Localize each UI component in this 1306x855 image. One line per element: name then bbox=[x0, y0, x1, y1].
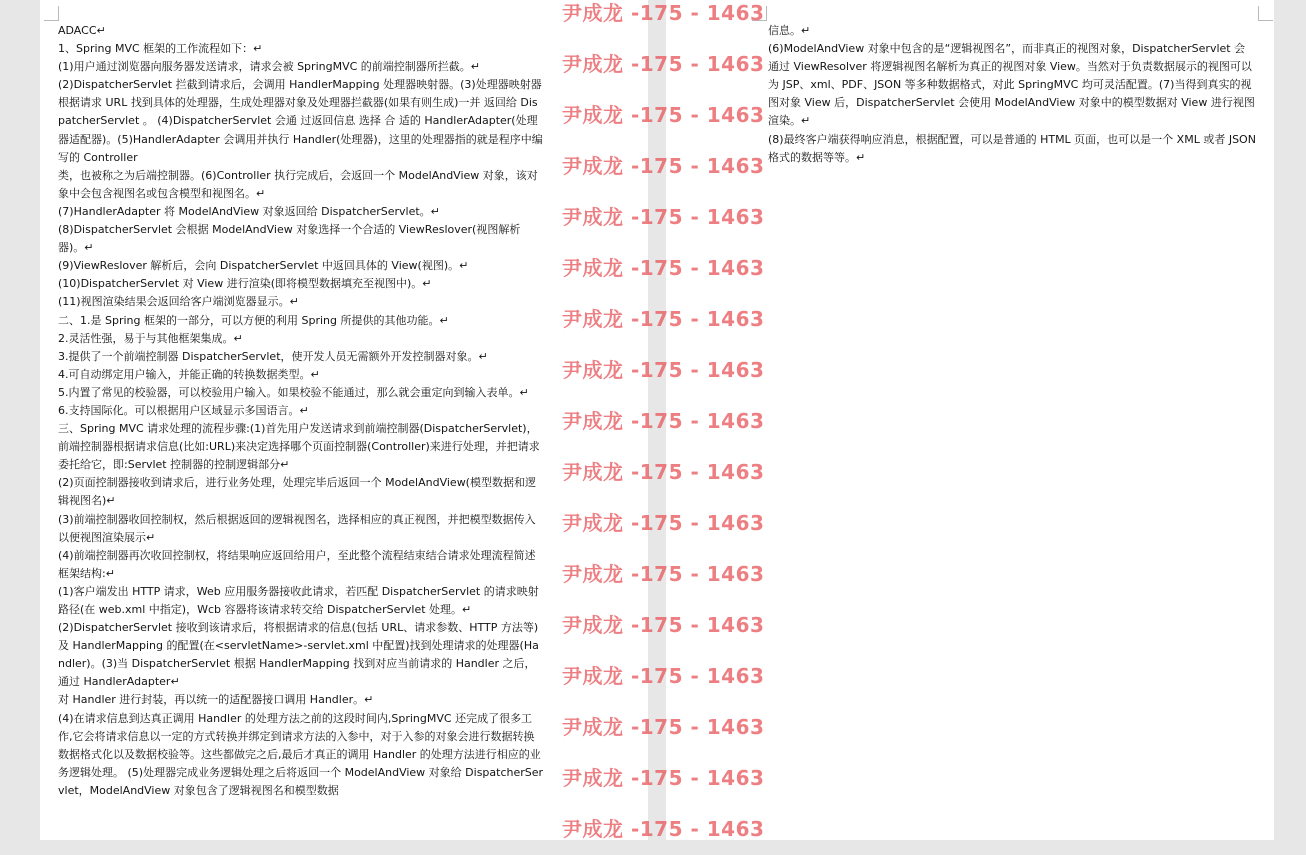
paragraph: 6.支持国际化。可以根据用户区域显示多国语言。↵ bbox=[58, 403, 309, 417]
document-page-left[interactable] bbox=[40, 0, 648, 840]
paragraph: (11)视图渲染结果会返回给客户端浏览器显示。↵ bbox=[58, 295, 299, 309]
paragraph: (2)DispatcherServlet 接收到该请求后，将根据请求的信息(包括 URL、请求参数、HTTP 方法等)及 HandlerMapping 的配置(在<servletName>-servlet.xml 中配置)找到处理请求的处理器(Handler)。(3)当 DispatcherServlet 根据 HandlerMapping 找到对应当前请求的 Handler 之后，通过 HandlerAdapter↵ bbox=[58, 621, 539, 689]
corner-mark-icon bbox=[752, 6, 767, 21]
page-text-right[interactable] bbox=[768, 22, 1256, 167]
watermark-text: 尹成龙 -175 - 1463 bbox=[562, 715, 765, 739]
watermark-text: 尹成龙 -175 - 1463 bbox=[562, 460, 765, 484]
page-text-left[interactable] bbox=[58, 22, 544, 800]
watermark-text: 尹成龙 -175 - 1463 bbox=[562, 52, 765, 76]
paragraph: 2.灵活性强，易于与其他框架集成。↵ bbox=[58, 331, 243, 345]
paragraph: (1)用户通过浏览器向服务器发送请求，请求会被 SpringMVC 的前端控制器所拦截。↵ bbox=[58, 60, 480, 74]
paragraph: 类，也被称之为后端控制器。(6)Controller 执行完成后，会返回一个 ModelAndView 对象，该对象中会包含视图名或包含模型和视图名。↵ bbox=[58, 168, 538, 200]
paragraph: (4)在请求信息到达真正调用 Handler 的处理方法之前的这段时间内,SpringMVC 还完成了很多工作,它会将请求信息以一定的方式转换并绑定到请求方法的入参中，对于入参的对象会进行数据转换 数据格式化以及数据校验等。这些都做完之后,最后才真正的调用 Handler 的处理方法进行相应的业务逻辑处理。 (5)处理器完成业务逻辑处理之后将返回一个 ModelAndView 对象给 DispatcherServlet，ModelAndView 对象包含了逻辑视图名和模型数据 bbox=[58, 711, 544, 797]
watermark-text: 尹成龙 -175 - 1463 bbox=[562, 256, 765, 280]
paragraph: 二、1.是 Spring 框架的一部分，可以方便的利用 Spring 所提供的其他功能。↵ bbox=[58, 313, 449, 327]
watermark-text: 尹成龙 -175 - 1463 bbox=[562, 358, 765, 382]
document-page-right[interactable] bbox=[666, 0, 1274, 840]
watermark-text: 尹成龙 -175 - 1463 bbox=[562, 817, 765, 841]
corner-mark-icon bbox=[1258, 6, 1273, 21]
paragraph: (4)前端控制器再次收回控制权，将结果响应返回给用户，至此整个流程结束结合请求处理流程简述框架结构:↵ bbox=[58, 548, 536, 580]
paragraph: (3)前端控制器收回控制权，然后根据返回的逻辑视图名，选择相应的真正视图，并把模型数据传入以便视图渲染展示↵ bbox=[58, 512, 536, 544]
watermark-text: 尹成龙 -175 - 1463 bbox=[562, 1, 765, 25]
paragraph: (2)页面控制器接收到请求后，进行业务处理，处理完毕后返回一个 ModelAndView(模型数据和逻辑视图名)↵ bbox=[58, 476, 536, 508]
watermark-text: 尹成龙 -175 - 1463 bbox=[562, 409, 765, 433]
paragraph: (8)DispatcherServlet 会根据 ModelAndView 对象选择一个合适的 ViewReslover(视图解析器)。↵ bbox=[58, 223, 521, 255]
corner-mark-icon bbox=[44, 6, 59, 21]
paragraph: (10)DispatcherServlet 对 View 进行渲染(即将模型数据填充至视图中)。↵ bbox=[58, 277, 432, 291]
paragraph: 1、Spring MVC 框架的工作流程如下：↵ bbox=[58, 42, 263, 56]
watermark-text: 尹成龙 -175 - 1463 bbox=[562, 613, 765, 637]
paragraph: 三、Spring MVC 请求处理的流程步骤:(1)首先用户发送请求到前端控制器(DispatcherServlet)，前端控制器根据请求信息(比如:URL)来决定选择哪个页面控制器(Controller)来进行处理，并把请求委托给它，即:Servlet 控制器的控制逻辑部分↵ bbox=[58, 422, 540, 472]
paragraph: (8)最终客户端获得响应消息，根据配置，可以是普通的 HTML 页面，也可以是一个 XML 或者 JSON 格式的数据等等。↵ bbox=[768, 132, 1256, 164]
watermark-text: 尹成龙 -175 - 1463 bbox=[562, 511, 765, 535]
paragraph: ADACC↵ bbox=[58, 24, 106, 37]
paragraph: 信息。↵ bbox=[768, 24, 811, 37]
paragraph: 4.可自动绑定用户输入，并能正确的转换数据类型。↵ bbox=[58, 367, 320, 381]
watermark-text: 尹成龙 -175 - 1463 bbox=[562, 103, 765, 127]
watermark-text: 尹成龙 -175 - 1463 bbox=[562, 562, 765, 586]
watermark-text: 尹成龙 -175 - 1463 bbox=[562, 766, 765, 790]
paragraph: 3.提供了一个前端控制器 DispatcherServlet，使开发人员无需额外开发控制器对象。↵ bbox=[58, 349, 488, 363]
paragraph: (6)ModelAndView 对象中包含的是“逻辑视图名”，而非真正的视图对象，DispatcherServlet 会通过 ViewResolver 将逻辑视图名解析为真正的视图对象 View。当然对于负责数据展示的视图可以为 JSP、xml、PDF、JSON 等多种数据格式，对此 SpringMVC 均可灵活配置。(7)当得到真实的视图对象 View 后，DispatcherServlet 会使用 ModelAndView 对象中的模型数据对 View 进行视图渲染。↵ bbox=[768, 42, 1255, 128]
paragraph: (2)DispatcherServlet 拦截到请求后，会调用 HandlerMapping 处理器映射器。(3)处理器映射器根据请求 URL 找到具体的处理器，生成处理器对象及处理器拦截器(如果有则生成)一并 返回给 DispatcherServlet 。 (4)DispatcherServlet 会通 过返回信息 选择 合 适的 HandlerAdapter(处理器适配器)。(5)HandlerAdapter 会调用并执行 Handler(处理器)，这里的处理器指的就是程序中编写的 Controller bbox=[58, 78, 543, 164]
paragraph: (9)ViewReslover 解析后，会向 DispatcherServlet 中返回具体的 View(视图)。↵ bbox=[58, 259, 469, 273]
watermark-text: 尹成龙 -175 - 1463 bbox=[562, 307, 765, 331]
watermark-text: 尹成龙 -175 - 1463 bbox=[562, 205, 765, 229]
watermark-text: 尹成龙 -175 - 1463 bbox=[562, 154, 765, 178]
paragraph: 5.内置了常见的校验器，可以校验用户输入。如果校验不能通过，那么就会重定向到输入表单。↵ bbox=[58, 385, 529, 399]
paragraph: (1)客户端发出 HTTP 请求，Web 应用服务器接收此请求，若匹配 DispatcherServlet 的请求映射路径(在 web.xml 中指定)，Wcb 容器将该请求转交给 DispatcherServlet 处理。↵ bbox=[58, 584, 539, 616]
paragraph: (7)HandlerAdapter 将 ModelAndView 对象返回给 DispatcherServlet。↵ bbox=[58, 204, 440, 218]
paragraph: 对 Handler 进行封装，再以统一的适配器接口调用 Handler。↵ bbox=[58, 693, 374, 707]
watermark-text: 尹成龙 -175 - 1463 bbox=[562, 664, 765, 688]
